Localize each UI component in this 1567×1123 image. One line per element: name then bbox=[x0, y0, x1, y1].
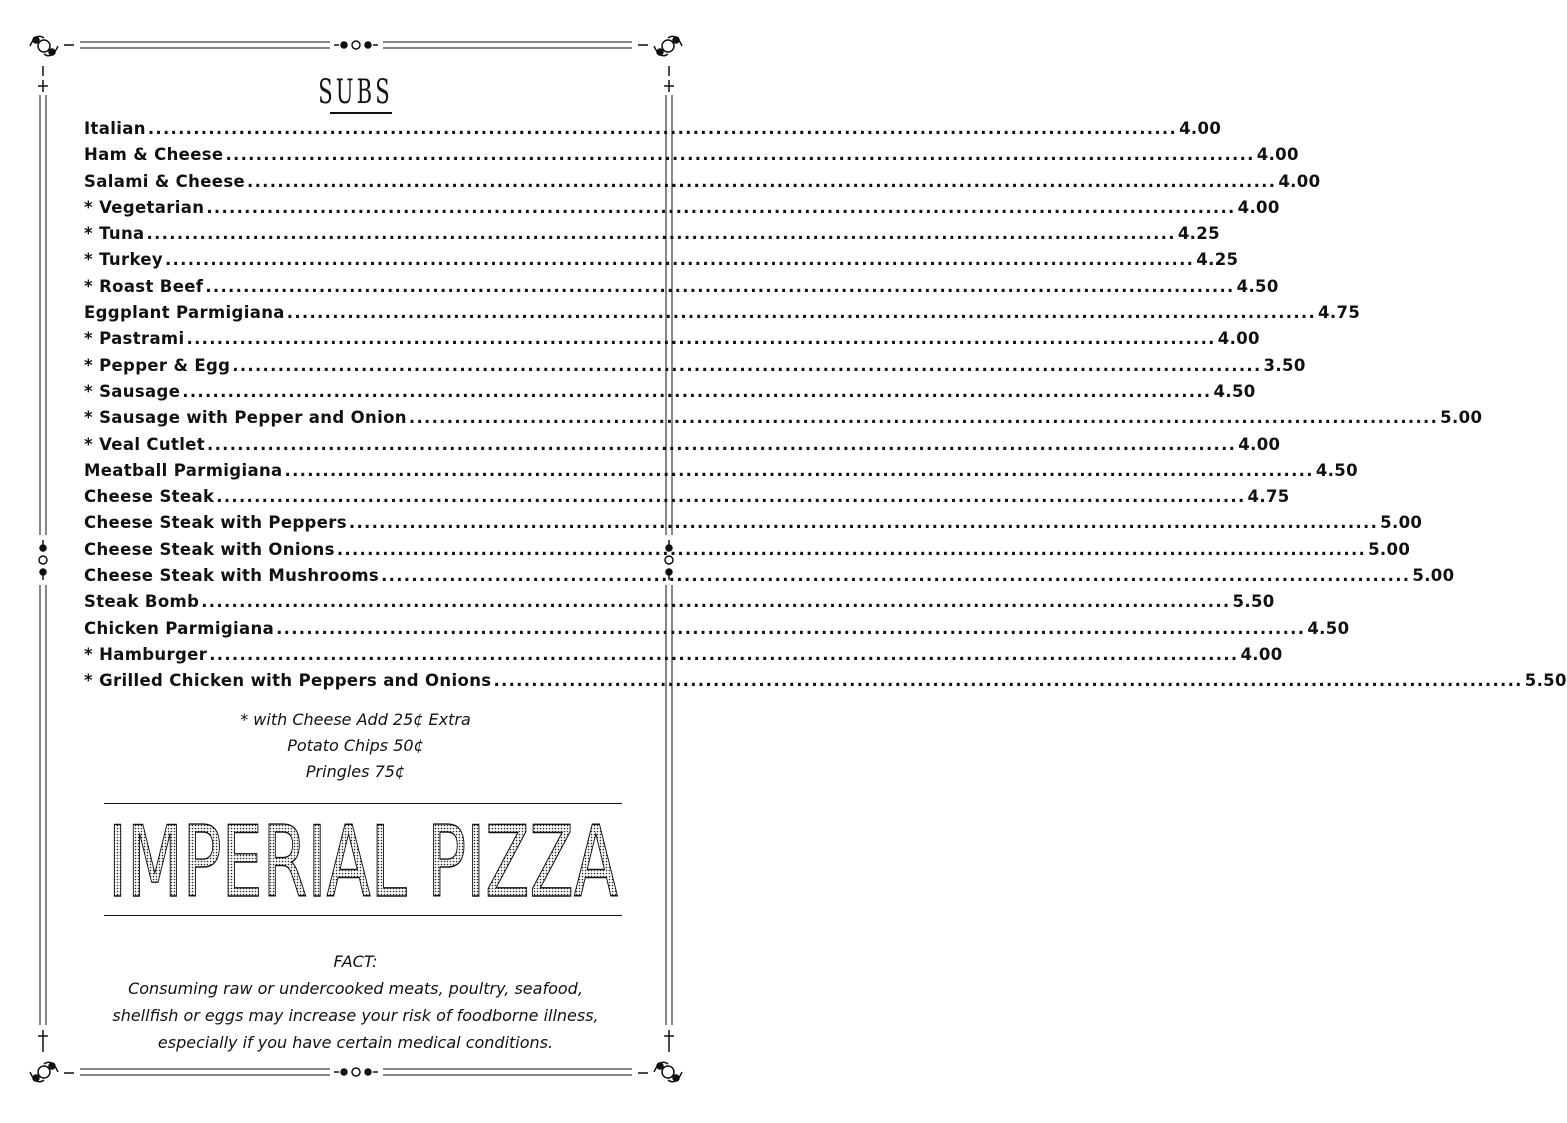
menu-item-name: Italian bbox=[84, 119, 146, 138]
dot-leader bbox=[276, 619, 1305, 638]
menu-item-name: Cheese Steak with Mushrooms bbox=[84, 566, 380, 586]
menu-item-name: * Roast Beef bbox=[84, 276, 204, 296]
menu-item-name: Eggplant Parmigiana bbox=[84, 303, 285, 323]
dot-leader bbox=[201, 592, 1230, 611]
dot-leader bbox=[206, 198, 1235, 217]
section-title-underline bbox=[330, 112, 392, 114]
dot-leader bbox=[285, 461, 1314, 480]
menu-item-name: * Sausage bbox=[84, 381, 181, 401]
logo-bottom-rule bbox=[104, 915, 622, 916]
dot-leader bbox=[381, 566, 1410, 585]
dot-leader bbox=[225, 145, 1254, 164]
dot-leader bbox=[349, 513, 1378, 532]
menu-item-name: * Tuna bbox=[84, 224, 145, 244]
menu-item-price: 3.50 bbox=[1263, 355, 1306, 375]
dot-leader bbox=[207, 435, 1236, 454]
menu-item-price: 4.00 bbox=[1256, 145, 1299, 165]
menu-item bbox=[84, 224, 1220, 250]
menu-item bbox=[84, 276, 1279, 303]
menu-item-name: * Vegetarian bbox=[84, 197, 205, 217]
fact-line: especially if you have certain medical conditions. bbox=[157, 1033, 554, 1052]
menu-item bbox=[84, 171, 1321, 198]
menu-item-price: 4.75 bbox=[1318, 303, 1361, 323]
menu-item-price: 5.50 bbox=[1524, 671, 1567, 691]
menu-item bbox=[84, 303, 1361, 329]
menu-item bbox=[84, 145, 1299, 171]
menu-item-price: 4.25 bbox=[1177, 224, 1220, 244]
dot-leader bbox=[232, 356, 1261, 375]
menu-item-price: 4.50 bbox=[1315, 460, 1358, 480]
menu-item bbox=[84, 460, 1358, 487]
menu-item-name: * Veal Cutlet bbox=[84, 434, 205, 454]
menu-item-price: 4.50 bbox=[1307, 618, 1350, 638]
menu-item bbox=[84, 618, 1350, 645]
fact-line: shellfish or eggs may increase your risk of foodborne illness, bbox=[112, 1006, 599, 1025]
menu-item bbox=[84, 539, 1411, 566]
menu-list bbox=[84, 119, 1567, 698]
dot-leader bbox=[287, 303, 1316, 322]
menu-item-price: 4.00 bbox=[1179, 119, 1222, 138]
menu-item-name: Meatball Parmigiana bbox=[84, 460, 283, 480]
menu-item bbox=[84, 355, 1306, 382]
menu-item-name: Steak Bomb bbox=[84, 592, 200, 612]
menu-item-name: * Pepper & Egg bbox=[84, 355, 231, 375]
menu-item-price: 5.00 bbox=[1368, 539, 1411, 559]
dot-leader bbox=[205, 277, 1234, 296]
menu-item bbox=[84, 487, 1290, 513]
menu-item bbox=[84, 513, 1423, 539]
dot-leader bbox=[209, 645, 1238, 664]
fact-line: Consuming raw or undercooked meats, poultry, seafood, bbox=[128, 979, 583, 998]
menu-item-price: 5.50 bbox=[1232, 592, 1275, 612]
dot-leader bbox=[165, 250, 1194, 269]
logo-text: IMPERIAL PIZZA bbox=[108, 806, 618, 920]
menu-item-price: 4.00 bbox=[1217, 329, 1260, 349]
menu-item bbox=[84, 250, 1239, 276]
logo-icon bbox=[104, 806, 622, 920]
menu-item bbox=[84, 408, 1483, 434]
logo bbox=[104, 806, 622, 920]
menu-item-name: * Hamburger bbox=[84, 644, 208, 664]
menu-item bbox=[84, 119, 1222, 145]
fact-title: FACT: bbox=[333, 952, 378, 971]
menu-notes bbox=[0, 707, 711, 785]
menu-item-name: Cheese Steak with Onions bbox=[84, 539, 335, 559]
menu-item-name: Cheese Steak bbox=[84, 487, 215, 507]
dot-leader bbox=[216, 487, 1245, 506]
menu-item-name: Ham & Cheese bbox=[84, 145, 224, 165]
menu-item-name: Chicken Parmigiana bbox=[84, 618, 275, 638]
note-pringles: Pringles 75¢ bbox=[305, 762, 406, 781]
menu-item-name: * Pastrami bbox=[84, 329, 185, 349]
dot-leader bbox=[493, 671, 1522, 690]
menu-item-price: 4.00 bbox=[1237, 197, 1280, 217]
dot-leader bbox=[409, 408, 1438, 427]
note-cheese: * with Cheese Add 25¢ Extra bbox=[240, 710, 471, 729]
dot-leader bbox=[247, 172, 1276, 191]
dot-leader bbox=[337, 540, 1366, 559]
menu-item bbox=[84, 434, 1281, 461]
menu-item-price: 4.50 bbox=[1236, 276, 1279, 296]
menu-item-price: 4.00 bbox=[1238, 434, 1281, 454]
dot-leader bbox=[148, 119, 1177, 138]
menu-item bbox=[84, 671, 1567, 697]
menu-item-name: * Sausage with Pepper and Onion bbox=[84, 408, 407, 428]
dot-leader bbox=[147, 224, 1176, 243]
dot-leader bbox=[182, 382, 1211, 401]
menu-item-price: 5.00 bbox=[1380, 513, 1423, 533]
menu-item bbox=[84, 644, 1283, 671]
section-title: SUBS bbox=[318, 72, 393, 112]
dot-leader bbox=[187, 329, 1216, 348]
menu-item bbox=[84, 329, 1260, 355]
menu-item-name: * Grilled Chicken with Peppers and Onions bbox=[84, 671, 492, 691]
menu-item-price: 4.75 bbox=[1247, 487, 1290, 507]
menu-item-name: * Turkey bbox=[84, 250, 163, 270]
health-notice bbox=[0, 948, 711, 1056]
note-chips: Potato Chips 50¢ bbox=[287, 736, 424, 755]
menu-item bbox=[84, 592, 1275, 618]
menu-item-price: 4.00 bbox=[1278, 171, 1321, 191]
menu-item-price: 4.25 bbox=[1196, 250, 1239, 270]
menu-item bbox=[84, 566, 1455, 592]
menu-item-price: 4.50 bbox=[1213, 381, 1256, 401]
menu-item bbox=[84, 381, 1256, 408]
menu-item-price: 5.00 bbox=[1412, 566, 1455, 586]
logo-top-rule bbox=[104, 803, 622, 804]
menu-item-price: 4.00 bbox=[1240, 644, 1283, 664]
menu-item-name: Salami & Cheese bbox=[84, 171, 246, 191]
menu-item bbox=[84, 197, 1280, 224]
menu-item-price: 5.00 bbox=[1440, 408, 1483, 428]
menu-item-name: Cheese Steak with Peppers bbox=[84, 513, 347, 533]
